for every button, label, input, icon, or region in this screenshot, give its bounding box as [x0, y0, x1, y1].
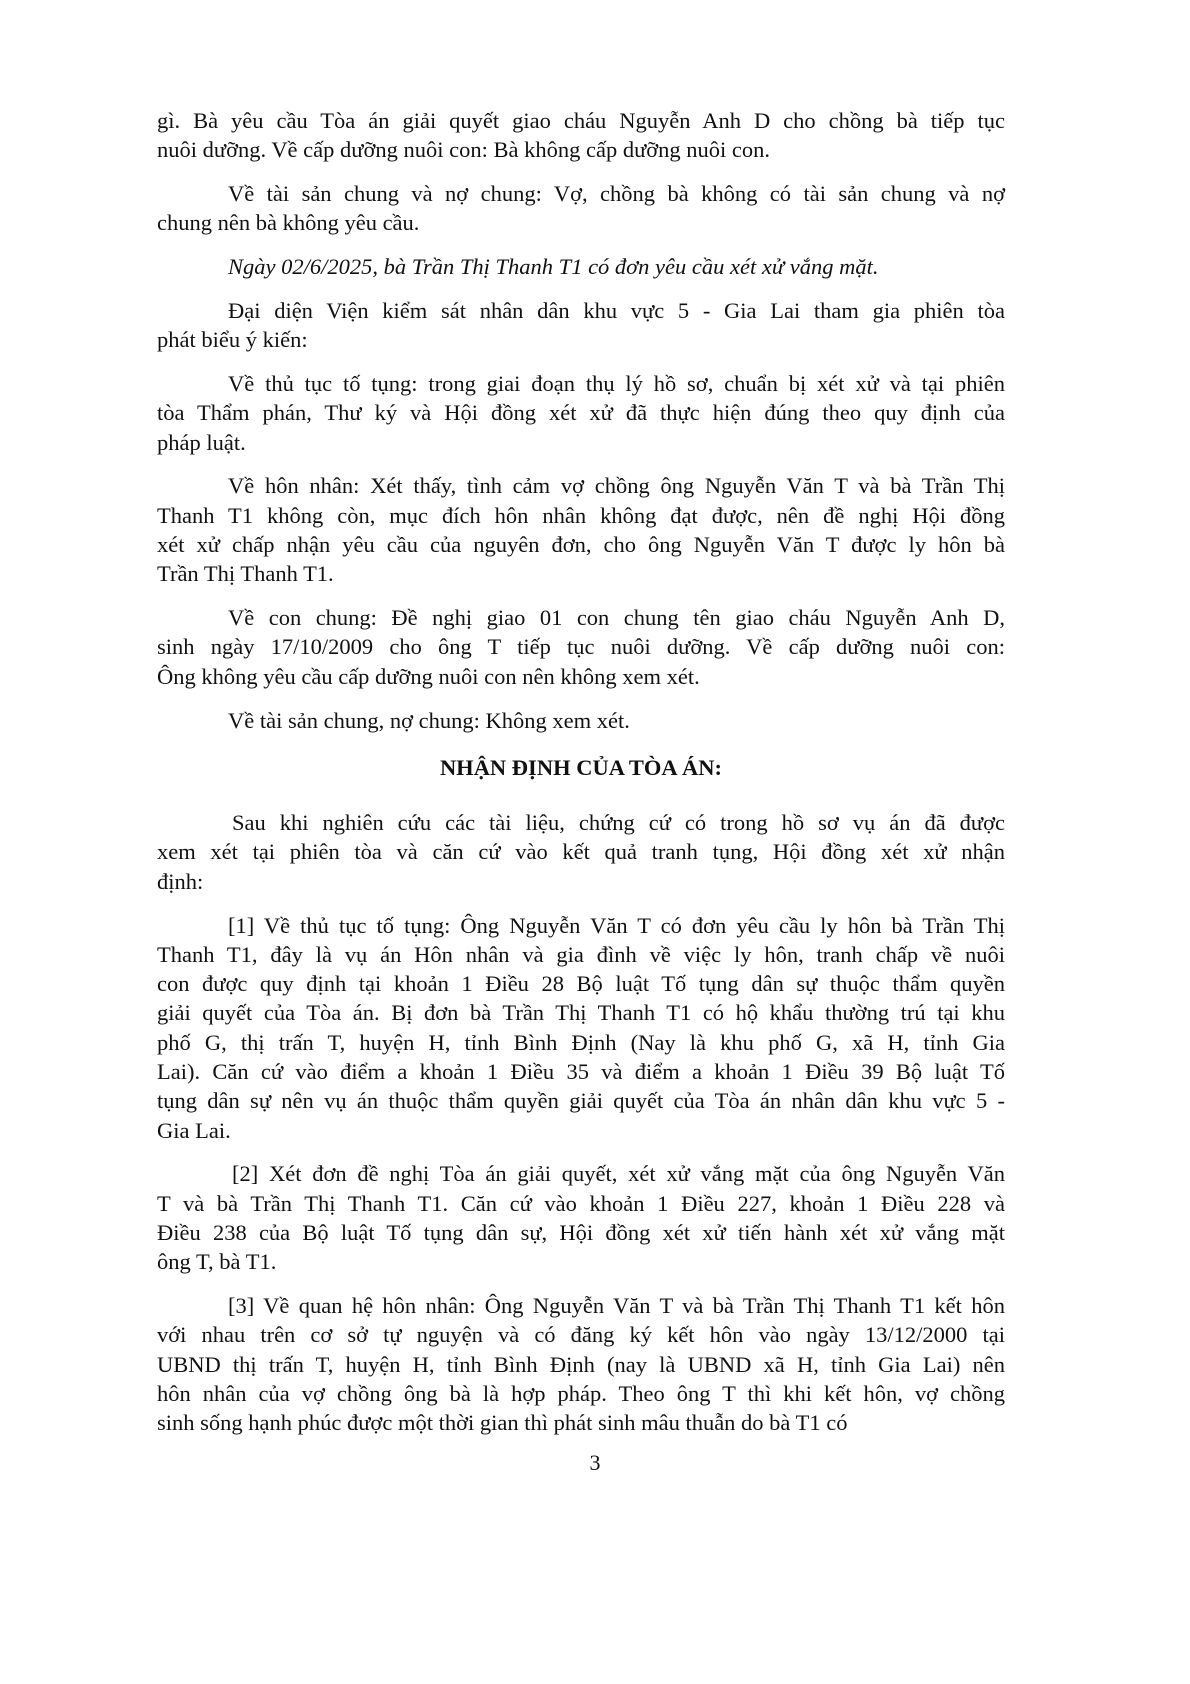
paragraph — [157, 106, 1005, 165]
text-line: Về con chung: Đề nghị giao 01 con chung tên giao cháu Nguyễn Anh D, — [228, 605, 1005, 631]
page-number: 3 — [589, 1450, 601, 1475]
text-line: tòa Thẩm phán, Thư ký và Hội đồng xét xử đã thực hiện đúng theo quy định của — [157, 400, 1005, 426]
text-line: Đại diện Viện kiểm sát nhân dân khu vực 5 - Gia Lai tham gia phiên tòa — [228, 297, 1005, 323]
text-line: sinh sống hạnh phúc được một thời gian thì phát sinh mâu thuẫn do bà T1 có — [157, 1410, 848, 1436]
text-line: con được quy định tại khoản 1 Điều 28 Bộ luật Tố tụng dân sự thuộc thẩm quyền — [157, 971, 1005, 997]
text-line: xét xử chấp nhận yêu cầu của nguyên đơn, cho ông Nguyễn Văn T được ly hôn bà — [157, 532, 1005, 558]
text-line: [3] Về quan hệ hôn nhân: Ông Nguyễn Văn T và bà Trần Thị Thanh T1 kết hôn — [228, 1293, 1005, 1319]
text-line: định: — [157, 868, 204, 894]
text-line: phố G, thị trấn T, huyện H, tỉnh Bình Định (Nay là khu phố G, xã H, tỉnh Gia — [157, 1029, 1005, 1055]
text-line: phát biểu ý kiến: — [157, 327, 308, 353]
text-line: Thanh T1, đây là vụ án Hôn nhân và gia đình về việc ly hôn, tranh chấp về nuôi — [157, 941, 1005, 967]
text-line: Về tài sản chung và nợ chung: Vợ, chồng bà không có tài sản chung và nợ — [228, 181, 1005, 207]
document-page — [157, 106, 1005, 1438]
text-line: gì. Bà yêu cầu Tòa án giải quyết giao cháu Nguyễn Anh D cho chồng bà tiếp tục — [157, 108, 1005, 133]
section-heading: NHẬN ĐỊNH CỦA TÒA ÁN: — [439, 754, 723, 780]
text-line: Lai). Căn cứ vào điểm a khoản 1 Điều 35 và điểm a khoản 1 Điều 39 Bộ luật Tố — [157, 1059, 1005, 1085]
paragraph — [157, 808, 1005, 896]
paragraph — [157, 369, 1005, 457]
text-line: với nhau trên cơ sở tự nguyện và có đăng ký kết hôn vào ngày 13/12/2000 tại — [157, 1322, 1005, 1348]
text-line: chung nên bà không yêu cầu. — [157, 210, 420, 236]
paragraph — [157, 603, 1005, 691]
paragraph — [157, 706, 1005, 735]
text-line: hôn nhân của vợ chồng ông bà là hợp pháp. Theo ông T thì khi kết hôn, vợ chồng — [157, 1380, 1005, 1406]
text-line: Về hôn nhân: Xét thấy, tình cảm vợ chồng ông Nguyễn Văn T và bà Trần Thị — [228, 473, 1005, 499]
text-line: pháp luật. — [157, 429, 246, 455]
paragraph — [157, 911, 1005, 1145]
text-line: xem xét tại phiên tòa và căn cứ vào kết quả tranh tụng, Hội đồng xét xử nhận — [157, 839, 1005, 865]
paragraph — [157, 1291, 1005, 1437]
text-line: Ngày 02/6/2025, bà Trần Thị Thanh T1 có đơn yêu cầu xét xử vắng mặt. — [228, 254, 879, 280]
paragraph — [157, 252, 1005, 281]
text-line: Điều 238 của Bộ luật Tố tụng dân sự, Hội đồng xét xử tiến hành xét xử vắng mặt — [157, 1220, 1005, 1245]
text-line: tụng dân sự nên vụ án thuộc thẩm quyền giải quyết của Tòa án nhân dân khu vực 5 - — [157, 1088, 1005, 1114]
text-line: [1] Về thủ tục tố tụng: Ông Nguyễn Văn T có đơn yêu cầu ly hôn bà Trần Thị — [228, 912, 1005, 938]
paragraph — [157, 179, 1005, 238]
text-line: ông T, bà T1. — [157, 1249, 277, 1275]
text-line: giải quyết của Tòa án. Bị đơn bà Trần Thị Thanh T1 có hộ khẩu thường trú tại khu — [157, 1000, 1005, 1026]
paragraph — [157, 471, 1005, 588]
section-court-findings — [157, 808, 1005, 1437]
text-line: Sau khi nghiên cứu các tài liệu, chứng cứ có trong hồ sơ vụ án đã được — [232, 810, 1005, 836]
text-line: Trần Thị Thanh T1. — [157, 561, 334, 587]
text-line: [2] Xét đơn đề nghị Tòa án giải quyết, xét xử vắng mặt của ông Nguyễn Văn — [232, 1161, 1005, 1187]
text-line: sinh ngày 17/10/2009 cho ông T tiếp tục nuôi dưỡng. Về cấp dưỡng nuôi con: — [157, 634, 1005, 660]
text-line: T và bà Trần Thị Thanh T1. Căn cứ vào khoản 1 Điều 227, khoản 1 Điều 228 và — [157, 1190, 1005, 1216]
text-line: UBND thị trấn T, huyện H, tỉnh Bình Định (nay là UBND xã H, tỉnh Gia Lai) nên — [157, 1351, 1005, 1377]
section-party-statements — [157, 106, 1005, 735]
paragraph — [157, 296, 1005, 355]
text-line: Về tài sản chung, nợ chung: Không xem xét. — [228, 707, 630, 733]
text-line: nuôi dưỡng. Về cấp dưỡng nuôi con: Bà không cấp dưỡng nuôi con. — [157, 137, 771, 163]
text-line: Thanh T1 không còn, mục đích hôn nhân không đạt được, nên đề nghị Hội đồng — [157, 502, 1005, 528]
paragraph — [157, 1159, 1005, 1276]
text-line: Gia Lai. — [157, 1117, 231, 1143]
text-line: Ông không yêu cầu cấp dưỡng nuôi con nên không xem xét. — [157, 663, 700, 689]
text-line: Về thủ tục tố tụng: trong giai đoạn thụ lý hồ sơ, chuẩn bị xét xử và tại phiên — [228, 371, 1005, 397]
